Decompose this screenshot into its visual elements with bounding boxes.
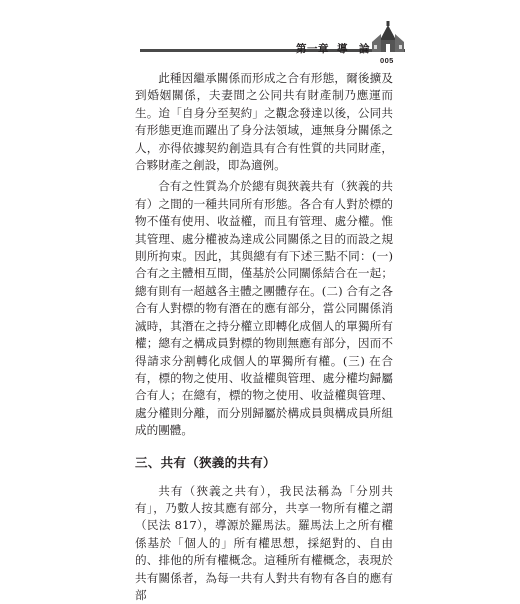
paragraph-3: 共有（狹義之共有），我民法稱為「分別共有」，乃數人按其應有部分，共享一物所有權之謂（民法 817），導源於羅馬法。羅馬法上之所有權係基於「個人的」所有權思想，採絕對的、自由的、排他的所有權概念。這種所有權概念，表現於共有關係者，為每一共有人對共有物有各自的應有部 — [135, 483, 393, 602]
chapter-title: 導 論 — [337, 43, 370, 55]
page-body — [135, 70, 393, 604]
section-heading: 三、共有（狹義的共有） — [135, 454, 276, 470]
page-header — [0, 0, 520, 65]
paragraph-1: 此種因繼承關係而形成之合有形態，爾後擴及到婚姻關係，夫妻間之公同共有財產制乃應運而生。迨「自身分至契約」之觀念發達以後，公同共有形態更進而躍出了身分法領域，連無身分關係之人，亦得依據契約創造具有合有性質的共同財產，合夥財產之創設，即為適例。 — [135, 71, 393, 173]
paragraph-2: 合有之性質為介於總有與狹義共有（狹義的共有）之間的一種共同所有形態。各合有人對於標的物不僅有使用、收益權，而且有管理、處分權。惟其管理、處分權被為達成公同關係之目的而設之規則所拘束。因此，其與總有有下述三點不同：(一) 合有之主體相互間，僅基於公同關係結合在一起；總有則有一超越各主體之團體存在。(二) 合有之各合有人對標的物有潛在的應有部分，當公同關係消滅時，其潛在之持分權立即轉化成個人的單獨所有權；總有之構成員對標的物則無應有部分，因而不得請求分割轉化成個人的單獨所有權。(三) 在合有，標的物之使用、收益權與管理、處分權均歸屬合有人；在總有，標的物之使用、收益權與管理、處分權則分離，而分別歸屬於構成員與構成員所組成的團體。 — [135, 179, 393, 438]
chapter-heading — [296, 41, 370, 56]
chapter-number: 第一章 — [296, 43, 329, 55]
page-number: 005 — [380, 56, 394, 65]
chapel-icon — [368, 20, 408, 60]
